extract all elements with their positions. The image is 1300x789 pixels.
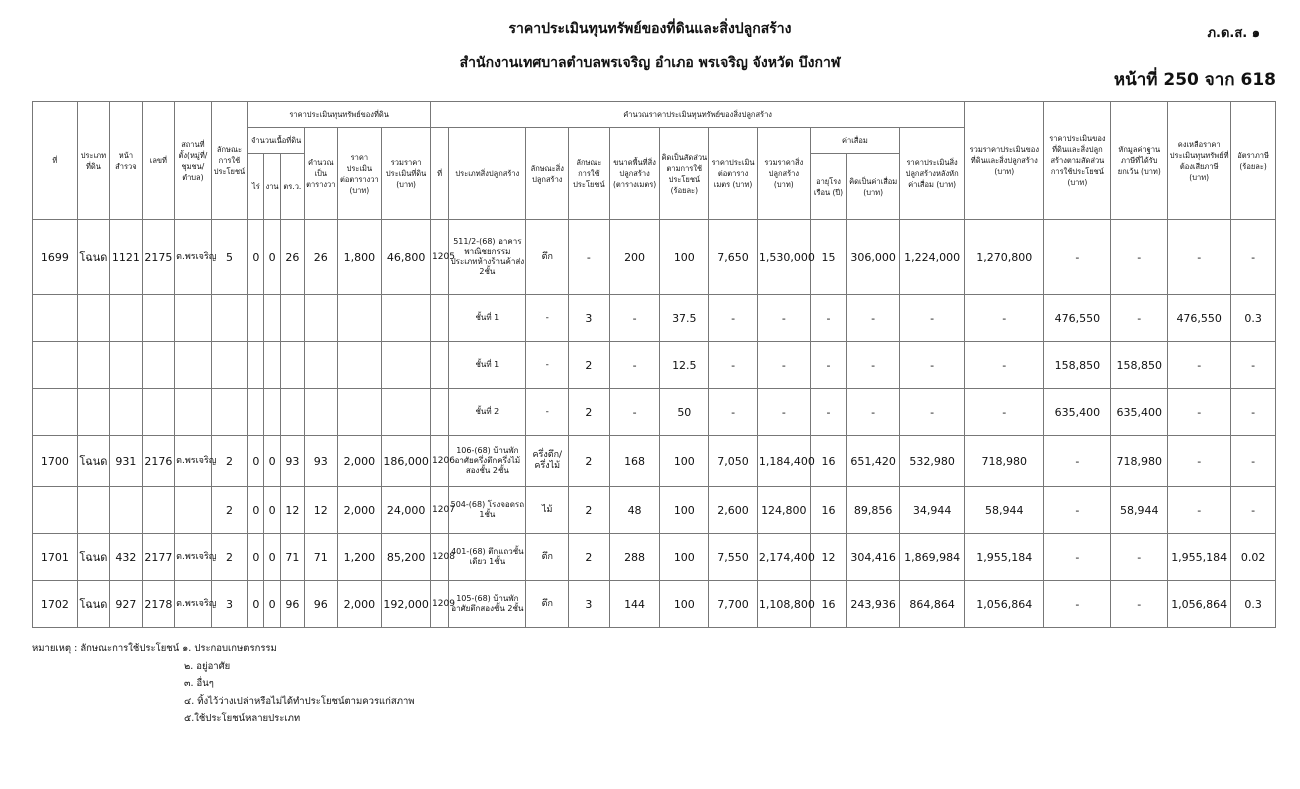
cell-tax-rate: 0.02 — [1231, 534, 1276, 581]
cell-deduction: - — [1111, 220, 1168, 295]
cell-survey-page — [110, 389, 142, 436]
cell-bldg-area: 48 — [609, 487, 660, 534]
cell-doc-no: 2175 — [142, 220, 174, 295]
cell-by-usage: 158,850 — [1044, 342, 1111, 389]
col-group-depr: ค่าเสื่อม — [810, 128, 899, 154]
cell-bldg-usage: 2 — [569, 342, 610, 389]
cell-bldg-no: 1207 — [431, 487, 449, 534]
cell-location — [175, 487, 212, 534]
note-line-3: ๓. อื่นๆ — [184, 678, 214, 689]
cell-ngan — [264, 295, 280, 342]
cell-wa: 93 — [280, 436, 304, 487]
cell-usage-pct: 100 — [660, 534, 709, 581]
cell-price-per-m: - — [709, 342, 758, 389]
cell-grand-total: 1,955,184 — [965, 534, 1044, 581]
col-bldg-total: รวมราคาสิ่งปลูกสร้าง (บาท) — [757, 128, 810, 220]
cell-bldg-kind: ตึก — [526, 534, 569, 581]
cell-land-type — [77, 342, 109, 389]
form-code: ภ.ด.ส. ๑ — [1207, 26, 1260, 41]
cell-price-per-wa — [337, 389, 382, 436]
cell-price-per-wa: 1,800 — [337, 220, 382, 295]
cell-remaining: 1,056,864 — [1168, 581, 1231, 628]
table-row — [33, 487, 1276, 534]
cell-sqwa-total: 12 — [305, 487, 337, 534]
cell-grand-total: 58,944 — [965, 487, 1044, 534]
cell-usage-pct: 37.5 — [660, 295, 709, 342]
cell-deduction: 718,980 — [1111, 436, 1168, 487]
cell-doc-no — [142, 487, 174, 534]
cell-rai — [248, 295, 264, 342]
cell-bldg-area: - — [609, 295, 660, 342]
cell-tax-rate: - — [1231, 487, 1276, 534]
cell-bldg-area: - — [609, 342, 660, 389]
cell-usage: 2 — [211, 487, 248, 534]
cell-rai — [248, 389, 264, 436]
cell-no: 1702 — [33, 581, 78, 628]
cell-sqwa-total: 96 — [305, 581, 337, 628]
cell-bldg-type: 511/2-(68) อาคารพาณิชยกรรม ประเภทห้างร้านค้าส่ง 2ชั้น — [449, 220, 526, 295]
col-land-type: ประเภทที่ดิน — [77, 102, 109, 220]
note-prefix: หมายเหตุ : ลักษณะการใช้ประโยชน์ — [32, 643, 180, 654]
cell-usage: 2 — [211, 436, 248, 487]
table-row — [33, 342, 1276, 389]
cell-depr: - — [847, 295, 900, 342]
cell-depr: - — [847, 342, 900, 389]
cell-deduction: 635,400 — [1111, 389, 1168, 436]
cell-bldg-no: 1208 — [431, 534, 449, 581]
cell-deduction: 158,850 — [1111, 342, 1168, 389]
col-tax-rate: อัตราภาษี (ร้อยละ) — [1231, 102, 1276, 220]
col-by-usage: ราคาประเมินของที่ดินและสิ่งปลูกสร้างตามสัดส่วนการใช้ประโยชน์ (บาท) — [1044, 102, 1111, 220]
cell-bldg-no — [431, 389, 449, 436]
cell-sqwa-total: 71 — [305, 534, 337, 581]
cell-age: 15 — [810, 220, 847, 295]
cell-price-per-wa — [337, 342, 382, 389]
cell-ngan: 0 — [264, 436, 280, 487]
cell-ngan: 0 — [264, 487, 280, 534]
cell-doc-no — [142, 389, 174, 436]
cell-no — [33, 389, 78, 436]
cell-tax-rate: - — [1231, 436, 1276, 487]
cell-depr: - — [847, 389, 900, 436]
page-number: หน้าที่ 250 จาก 618 — [1113, 70, 1276, 90]
table-body — [33, 220, 1276, 628]
cell-land-type — [77, 295, 109, 342]
cell-land-type: โฉนด — [77, 436, 109, 487]
cell-land-type — [77, 487, 109, 534]
cell-wa: 71 — [280, 534, 304, 581]
cell-price-per-m: - — [709, 389, 758, 436]
document-subtitle: สำนักงานเทศบาลตำบลพรเจริญ อำเภอ พรเจริญ จังหวัด บึงกาฬ — [459, 55, 841, 71]
note-line-2: ๒. อยู่อาศัย — [184, 660, 231, 672]
cell-grand-total: 1,056,864 — [965, 581, 1044, 628]
cell-sqwa-total — [305, 295, 337, 342]
cell-price-per-wa — [337, 295, 382, 342]
cell-bldg-type: ชั้นที่ 1 — [449, 342, 526, 389]
cell-bldg-usage: 2 — [569, 389, 610, 436]
cell-doc-no: 2177 — [142, 534, 174, 581]
cell-wa: 12 — [280, 487, 304, 534]
cell-wa: 96 — [280, 581, 304, 628]
cell-price-per-wa: 2,000 — [337, 487, 382, 534]
cell-price-per-m: 7,050 — [709, 436, 758, 487]
cell-bldg-type: 504-(68) โรงจอดรถ 1ชั้น — [449, 487, 526, 534]
cell-usage-pct: 100 — [660, 487, 709, 534]
cell-tax-rate: 0.3 — [1231, 581, 1276, 628]
cell-usage-pct: 12.5 — [660, 342, 709, 389]
cell-grand-total: - — [965, 295, 1044, 342]
cell-land-type: โฉนด — [77, 220, 109, 295]
cell-sqwa-total: 26 — [305, 220, 337, 295]
cell-bldg-usage: - — [569, 220, 610, 295]
cell-after-depr: 1,869,984 — [900, 534, 965, 581]
cell-by-usage: 635,400 — [1044, 389, 1111, 436]
cell-bldg-usage: 2 — [569, 487, 610, 534]
cell-remaining: 476,550 — [1168, 295, 1231, 342]
cell-ngan — [264, 342, 280, 389]
cell-bldg-total: 1,184,400 — [757, 436, 810, 487]
cell-age: - — [810, 342, 847, 389]
cell-doc-no: 2178 — [142, 581, 174, 628]
cell-rai: 0 — [248, 220, 264, 295]
cell-bldg-usage: 3 — [569, 295, 610, 342]
cell-depr: 304,416 — [847, 534, 900, 581]
cell-no: 1700 — [33, 436, 78, 487]
cell-age: 16 — [810, 436, 847, 487]
cell-no — [33, 295, 78, 342]
cell-age: 12 — [810, 534, 847, 581]
cell-grand-total: - — [965, 342, 1044, 389]
cell-depr: 89,856 — [847, 487, 900, 534]
col-price-per-wa: ราคาประเมินต่อตารางวา (บาท) — [337, 128, 382, 220]
col-grand-total: รวมราคาประเมินของที่ดินและสิ่งปลูกสร้าง (บาท) — [965, 102, 1044, 220]
cell-price-per-wa: 2,000 — [337, 581, 382, 628]
col-deduction: หักมูลค่าฐานภาษีที่ได้รับยกเว้น (บาท) — [1111, 102, 1168, 220]
cell-bldg-type: ชั้นที่ 2 — [449, 389, 526, 436]
cell-bldg-kind: ครึ่งตึก/ครึ่งไม้ — [526, 436, 569, 487]
col-price-per-m: ราคาประเมินต่อตารางเมตร (บาท) — [709, 128, 758, 220]
cell-land-total — [382, 342, 431, 389]
cell-doc-no — [142, 342, 174, 389]
cell-no: 1699 — [33, 220, 78, 295]
col-rai: ไร่ — [248, 154, 264, 220]
cell-remaining: - — [1168, 220, 1231, 295]
cell-usage: 5 — [211, 220, 248, 295]
cell-after-depr: - — [900, 342, 965, 389]
cell-land-type: โฉนด — [77, 534, 109, 581]
cell-deduction: - — [1111, 295, 1168, 342]
cell-usage-pct: 100 — [660, 581, 709, 628]
col-bldg-no: ที่ — [431, 128, 449, 220]
cell-tax-rate: 0.3 — [1231, 295, 1276, 342]
col-bldg-kind: ลักษณะสิ่งปลูกสร้าง — [526, 128, 569, 220]
cell-doc-no: 2176 — [142, 436, 174, 487]
table-row — [33, 220, 1276, 295]
cell-location: ต.พรเจริญ — [175, 581, 212, 628]
cell-bldg-type: 105-(68) บ้านพักอาศัยตึกสองชั้น 2ชั้น — [449, 581, 526, 628]
cell-age: 16 — [810, 581, 847, 628]
cell-sqwa-total — [305, 389, 337, 436]
cell-deduction: - — [1111, 581, 1168, 628]
cell-after-depr: 532,980 — [900, 436, 965, 487]
col-survey-page: หน้าสำรวจ — [110, 102, 142, 220]
col-age: อายุโรงเรือน (ปี) — [810, 154, 847, 220]
cell-wa — [280, 342, 304, 389]
col-depr: คิดเป็นค่าเสื่อม (บาท) — [847, 154, 900, 220]
note-line-4: ๔. ทิ้งไว้ว่างเปล่าหรือไม่ได้ทำประโยชน์ตามควรแก่สภาพ — [184, 695, 415, 707]
cell-rai: 0 — [248, 436, 264, 487]
cell-bldg-usage: 3 — [569, 581, 610, 628]
col-after-depr: ราคาประเมินสิ่งปลูกสร้างหลังหักค่าเสื่อม (บาท) — [900, 128, 965, 220]
col-doc-no: เลขที่ — [142, 102, 174, 220]
cell-by-usage: - — [1044, 581, 1111, 628]
cell-usage — [211, 295, 248, 342]
cell-after-depr: 34,944 — [900, 487, 965, 534]
document-title: ราคาประเมินทุนทรัพย์ของที่ดินและสิ่งปลูกสร้าง — [508, 21, 792, 37]
cell-usage-pct: 100 — [660, 220, 709, 295]
cell-price-per-m: 7,700 — [709, 581, 758, 628]
col-location: สถานที่ตั้ง(หมู่ที่/ชุมชน/ตำบล) — [175, 102, 212, 220]
cell-ngan: 0 — [264, 220, 280, 295]
cell-after-depr: 864,864 — [900, 581, 965, 628]
cell-location: ต.พรเจริญ — [175, 436, 212, 487]
cell-bldg-total: 2,174,400 — [757, 534, 810, 581]
note-line-5: ๕.ใช้ประโยชน์หลายประเภท — [184, 713, 301, 724]
notes — [32, 640, 415, 728]
cell-rai: 0 — [248, 534, 264, 581]
col-usage: ลักษณะการใช้ประโยชน์ — [211, 102, 248, 220]
col-wa: ตร.ว. — [280, 154, 304, 220]
cell-remaining: - — [1168, 342, 1231, 389]
cell-after-depr: 1,224,000 — [900, 220, 965, 295]
cell-usage: 3 — [211, 581, 248, 628]
cell-bldg-kind: ตึก — [526, 581, 569, 628]
cell-deduction: - — [1111, 534, 1168, 581]
cell-usage-pct: 50 — [660, 389, 709, 436]
cell-by-usage: - — [1044, 220, 1111, 295]
cell-no — [33, 487, 78, 534]
cell-land-total: 192,000 — [382, 581, 431, 628]
col-usage-pct: คิดเป็นสัดส่วนตามการใช้ประโยชน์ (ร้อยละ) — [660, 128, 709, 220]
cell-depr: 306,000 — [847, 220, 900, 295]
cell-usage — [211, 389, 248, 436]
cell-sqwa-total — [305, 342, 337, 389]
cell-price-per-m: 2,600 — [709, 487, 758, 534]
cell-survey-page: 1121 — [110, 220, 142, 295]
cell-land-total: 24,000 — [382, 487, 431, 534]
cell-rai: 0 — [248, 581, 264, 628]
cell-rai — [248, 342, 264, 389]
cell-survey-page — [110, 487, 142, 534]
col-group-land: ราคาประเมินทุนทรัพย์ของที่ดิน — [248, 102, 431, 128]
cell-bldg-area: 144 — [609, 581, 660, 628]
cell-remaining: - — [1168, 487, 1231, 534]
assessment-table — [32, 101, 1276, 628]
cell-land-total: 46,800 — [382, 220, 431, 295]
cell-age: 16 — [810, 487, 847, 534]
col-remaining: คงเหลือราคาประเมินทุนทรัพย์ที่ต้องเสียภาษี (บาท) — [1168, 102, 1231, 220]
cell-bldg-no — [431, 342, 449, 389]
col-group-area: จำนวนเนื้อที่ดิน — [248, 128, 305, 154]
cell-bldg-total: 1,108,800 — [757, 581, 810, 628]
cell-by-usage: - — [1044, 534, 1111, 581]
cell-bldg-no: 1205 — [431, 220, 449, 295]
col-sqwa-total: คำนวณเป็นตารางวา — [305, 128, 337, 220]
cell-bldg-kind: - — [526, 342, 569, 389]
cell-bldg-area: - — [609, 389, 660, 436]
table-row — [33, 581, 1276, 628]
cell-location: ต.พรเจริญ — [175, 220, 212, 295]
cell-wa: 26 — [280, 220, 304, 295]
cell-no: 1701 — [33, 534, 78, 581]
cell-ngan — [264, 389, 280, 436]
cell-land-total — [382, 389, 431, 436]
cell-price-per-m: 7,650 — [709, 220, 758, 295]
col-bldg-area: ขนาดพื้นที่สิ่งปลูกสร้าง (ตารางเมตร) — [609, 128, 660, 220]
cell-by-usage: - — [1044, 487, 1111, 534]
cell-bldg-no: 1209 — [431, 581, 449, 628]
cell-doc-no — [142, 295, 174, 342]
note-line-1 — [32, 640, 415, 658]
cell-bldg-type: 401-(68) ตึกแถวชั้นเดียว 1ชั้น — [449, 534, 526, 581]
cell-land-type — [77, 389, 109, 436]
cell-survey-page: 927 — [110, 581, 142, 628]
cell-bldg-usage: 2 — [569, 534, 610, 581]
cell-location — [175, 389, 212, 436]
cell-bldg-no — [431, 295, 449, 342]
col-ngan: งาน — [264, 154, 280, 220]
col-group-building: คำนวณราคาประเมินทุนทรัพย์ของสิ่งปลูกสร้าง — [431, 102, 965, 128]
cell-deduction: 58,944 — [1111, 487, 1168, 534]
cell-location — [175, 342, 212, 389]
cell-bldg-kind: ไม้ — [526, 487, 569, 534]
cell-age: - — [810, 389, 847, 436]
cell-ngan: 0 — [264, 581, 280, 628]
cell-remaining: - — [1168, 389, 1231, 436]
cell-bldg-type: ชั้นที่ 1 — [449, 295, 526, 342]
cell-bldg-type: 106-(68) บ้านพักอาศัยครึ่งตึกครึ่งไม้สองชั้น 2ชั้น — [449, 436, 526, 487]
cell-bldg-total: 1,530,000 — [757, 220, 810, 295]
table-row — [33, 436, 1276, 487]
cell-location — [175, 295, 212, 342]
cell-bldg-area: 168 — [609, 436, 660, 487]
cell-bldg-area: 288 — [609, 534, 660, 581]
cell-price-per-m: 7,550 — [709, 534, 758, 581]
cell-by-usage: - — [1044, 436, 1111, 487]
cell-usage: 2 — [211, 534, 248, 581]
cell-usage-pct: 100 — [660, 436, 709, 487]
cell-age: - — [810, 295, 847, 342]
cell-land-total: 85,200 — [382, 534, 431, 581]
cell-grand-total: - — [965, 389, 1044, 436]
table-row — [33, 295, 1276, 342]
cell-grand-total: 1,270,800 — [965, 220, 1044, 295]
cell-location: ต.พรเจริญ — [175, 534, 212, 581]
cell-survey-page: 931 — [110, 436, 142, 487]
cell-wa — [280, 389, 304, 436]
cell-land-total: 186,000 — [382, 436, 431, 487]
cell-remaining: 1,955,184 — [1168, 534, 1231, 581]
table-row — [33, 534, 1276, 581]
cell-bldg-total: - — [757, 295, 810, 342]
cell-tax-rate: - — [1231, 389, 1276, 436]
cell-price-per-wa: 1,200 — [337, 534, 382, 581]
cell-remaining: - — [1168, 436, 1231, 487]
cell-price-per-wa: 2,000 — [337, 436, 382, 487]
col-bldg-type: ประเภทสิ่งปลูกสร้าง — [449, 128, 526, 220]
cell-tax-rate: - — [1231, 342, 1276, 389]
cell-bldg-kind: - — [526, 389, 569, 436]
cell-after-depr: - — [900, 389, 965, 436]
cell-bldg-kind: ตึก — [526, 220, 569, 295]
note-item: ๑. ประกอบเกษตรกรรม — [182, 643, 277, 654]
cell-by-usage: 476,550 — [1044, 295, 1111, 342]
cell-land-type: โฉนด — [77, 581, 109, 628]
cell-bldg-total: 124,800 — [757, 487, 810, 534]
cell-usage — [211, 342, 248, 389]
cell-rai: 0 — [248, 487, 264, 534]
cell-ngan: 0 — [264, 534, 280, 581]
cell-bldg-kind: - — [526, 295, 569, 342]
cell-wa — [280, 295, 304, 342]
cell-tax-rate: - — [1231, 220, 1276, 295]
cell-bldg-no: 1206 — [431, 436, 449, 487]
cell-bldg-usage: 2 — [569, 436, 610, 487]
cell-depr: 243,936 — [847, 581, 900, 628]
col-no: ที่ — [33, 102, 78, 220]
cell-survey-page: 432 — [110, 534, 142, 581]
col-bldg-usage: ลักษณะการใช้ประโยชน์ — [569, 128, 610, 220]
cell-after-depr: - — [900, 295, 965, 342]
cell-bldg-total: - — [757, 389, 810, 436]
cell-depr: 651,420 — [847, 436, 900, 487]
cell-bldg-total: - — [757, 342, 810, 389]
cell-survey-page — [110, 342, 142, 389]
table-row — [33, 389, 1276, 436]
cell-survey-page — [110, 295, 142, 342]
cell-price-per-m: - — [709, 295, 758, 342]
cell-bldg-area: 200 — [609, 220, 660, 295]
cell-grand-total: 718,980 — [965, 436, 1044, 487]
col-land-total: รวมราคาประเมินที่ดิน (บาท) — [382, 128, 431, 220]
cell-land-total — [382, 295, 431, 342]
cell-sqwa-total: 93 — [305, 436, 337, 487]
cell-no — [33, 342, 78, 389]
